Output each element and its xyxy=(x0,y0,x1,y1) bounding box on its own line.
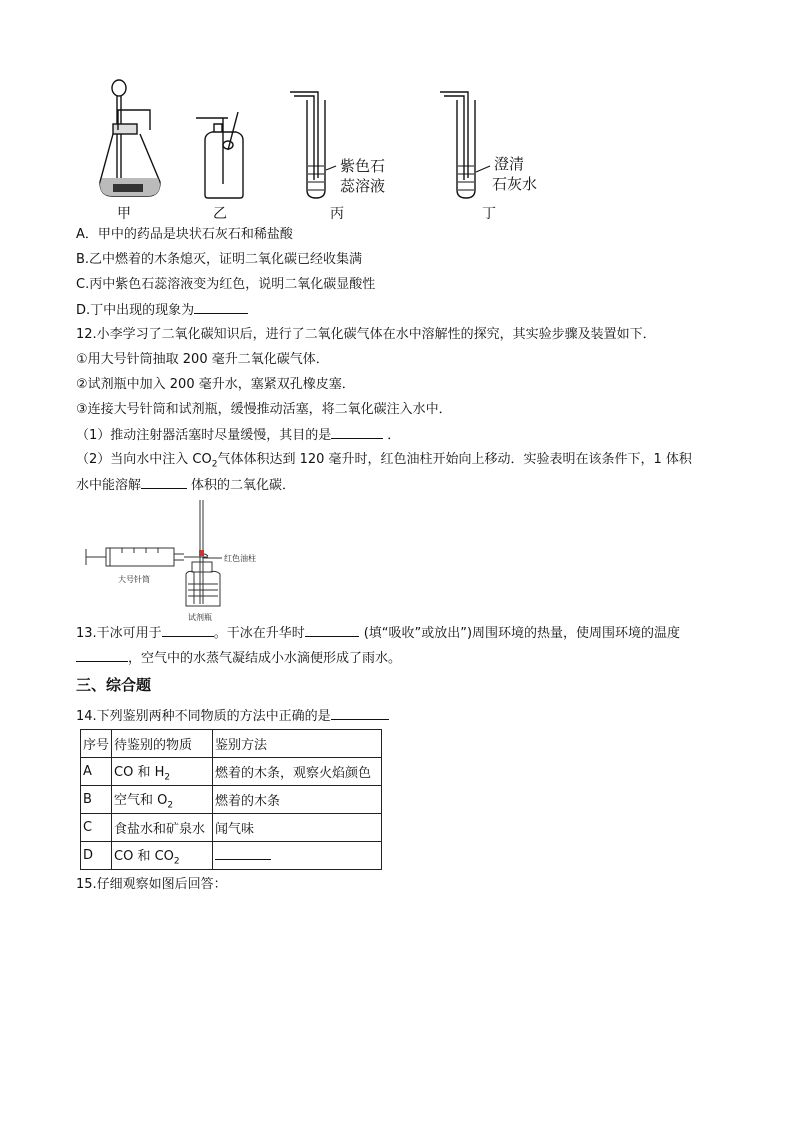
q14-question-text: 14.下列鉴别两种不同物质的方法中正确的是 xyxy=(76,709,331,724)
q12-sub-1-end: ． xyxy=(387,428,401,443)
table-header-cell: 待鉴别的物质 xyxy=(112,730,213,758)
apparatus-figure-top xyxy=(0,0,794,230)
q13-text-1: 13.干冰可用于 xyxy=(76,626,162,641)
answer-blank[interactable] xyxy=(162,624,214,637)
figure-label-bing: 丙 xyxy=(330,206,344,222)
q14-table xyxy=(80,729,382,870)
table-cell-id: D xyxy=(81,842,112,870)
q11-option-a: A．甲中的药品是块状石灰石和稀盐酸 xyxy=(76,227,293,242)
subscript: 2 xyxy=(211,459,218,470)
table-header-row xyxy=(81,730,382,758)
table-cell-method: 燃着的木条，观察火焰颜色 xyxy=(213,758,382,786)
table-cell-substances xyxy=(112,842,213,870)
q12-sub-2-line-2 xyxy=(76,476,295,495)
q12-sub-1-text: （1）推动注射器活塞时尽量缓慢，其目的是 xyxy=(76,428,332,443)
q12-sub-1 xyxy=(76,426,400,445)
bing-liquid-label-2: 蕊溶液 xyxy=(340,177,386,195)
answer-blank[interactable] xyxy=(331,707,389,720)
substances-text: CO 和 CO xyxy=(114,848,174,864)
q12-intro: 12.小李学习了二氧化碳知识后，进行了二氧化碳气体在水中溶解性的探究，其实验步骤及装置如下． xyxy=(76,327,656,342)
subscript: 2 xyxy=(173,856,180,867)
q11-option-d xyxy=(76,301,248,320)
table-cell-substances: 食盐水和矿泉水 xyxy=(112,814,213,842)
syringe-label: 大号针筒 xyxy=(118,575,150,584)
q12-sub-2-line-2-text: 水中能溶解 xyxy=(76,478,142,493)
q13-line-1 xyxy=(76,624,680,643)
answer-blank[interactable] xyxy=(76,649,128,662)
figure-label-yi: 乙 xyxy=(213,206,227,222)
q14-question xyxy=(76,707,389,726)
substances-text: CO 和 H xyxy=(114,764,165,780)
figure-label-ding: 丁 xyxy=(482,206,496,222)
table-cell-id: A xyxy=(81,758,112,786)
q11-option-d-text: D.丁中出现的现象为 xyxy=(76,303,195,318)
q12-step-1: ①用大号针筒抽取 200 毫升二氧化碳气体． xyxy=(76,352,329,367)
answer-blank[interactable] xyxy=(194,301,248,314)
table-row xyxy=(81,786,382,814)
table-cell-id: B xyxy=(81,786,112,814)
table-cell-substances xyxy=(112,786,213,814)
bottle-label: 试剂瓶 xyxy=(188,613,212,622)
table-header-cell: 鉴别方法 xyxy=(213,730,382,758)
oil-column-label: 红色油柱 xyxy=(224,554,256,563)
q13-text-3: (填“吸收”或放出”)周围环境的热量，使周围环境的温度 xyxy=(363,626,681,641)
table-row xyxy=(81,842,382,870)
answer-blank[interactable] xyxy=(305,624,359,637)
q12-sub-2 xyxy=(76,451,692,474)
answer-blank[interactable] xyxy=(141,476,187,489)
q12-step-3: ③连接大号针筒和试剂瓶，缓慢推动活塞，将二氧化碳注入水中． xyxy=(76,402,452,417)
q12-sub-2-line-2-end: 体积的二氧化碳． xyxy=(191,478,296,493)
table-row xyxy=(81,814,382,842)
q12-step-2: ②试剂瓶中加入 200 毫升水，塞紧双孔橡皮塞． xyxy=(76,377,355,392)
table-row xyxy=(81,758,382,786)
q13-text-4: ，空气中的水蒸气凝结成小水滴便形成了雨水。 xyxy=(128,651,402,666)
table-cell-method: 燃着的木条 xyxy=(213,786,382,814)
section-heading: 三、综合题 xyxy=(76,676,152,694)
answer-blank[interactable] xyxy=(331,426,383,439)
table-cell-method: 闻气味 xyxy=(213,814,382,842)
q11-option-b: B.乙中燃着的木条熄灭，证明二氧化碳已经收集满 xyxy=(76,252,363,267)
ding-liquid-label-1: 澄清 xyxy=(494,155,525,173)
q12-sub-2-text: （2）当向水中注入 CO xyxy=(76,452,212,467)
figure-label-jia: 甲 xyxy=(117,206,131,222)
table-cell-method xyxy=(213,842,382,870)
q12-sub-2-text-cont: 气体体积达到 120 毫升时，红色油柱开始向上移动．实验表明在该条件下，1 体积 xyxy=(217,452,692,467)
substances-text: 空气和 O xyxy=(114,792,168,808)
subscript: 2 xyxy=(167,800,174,811)
bing-liquid-label-1: 紫色石 xyxy=(340,157,386,175)
q13-line-2 xyxy=(76,649,401,668)
q11-option-c: C.丙中紫色石蕊溶液变为红色，说明二氧化碳显酸性 xyxy=(76,277,376,292)
table-header-cell: 序号 xyxy=(81,730,112,758)
ding-liquid-label-2: 石灰水 xyxy=(492,175,538,193)
answer-blank[interactable] xyxy=(215,847,271,860)
subscript: 2 xyxy=(164,772,171,783)
q13-text-2: 。干冰在升华时 xyxy=(213,626,305,641)
q15-question: 15.仔细观察如图后回答： xyxy=(76,877,227,892)
table-cell-id: C xyxy=(81,814,112,842)
table-cell-substances xyxy=(112,758,213,786)
